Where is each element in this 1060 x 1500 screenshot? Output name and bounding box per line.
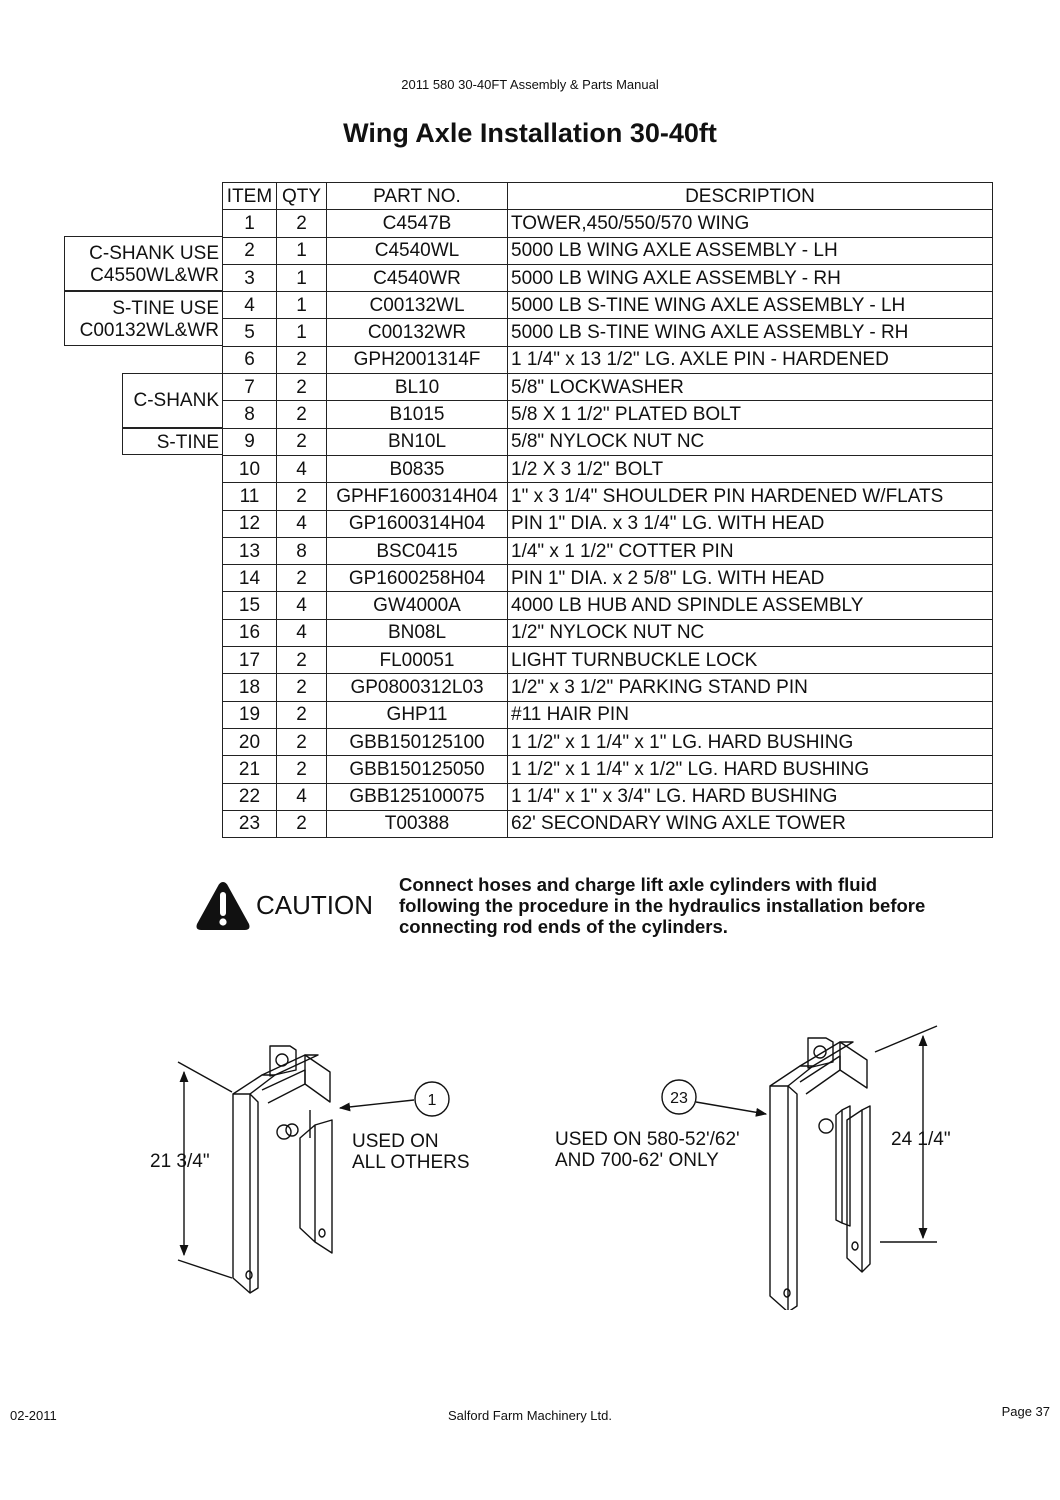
cell-description: 5000 LB WING AXLE ASSEMBLY - LH <box>508 237 993 264</box>
table-row <box>223 756 993 783</box>
cell-item: 22 <box>223 783 277 810</box>
cshank-use-group <box>64 236 222 291</box>
cell-description: 1" x 3 1/4" SHOULDER PIN HARDENED W/FLATS <box>508 483 993 510</box>
cell-qty: 4 <box>277 510 327 537</box>
cell-qty: 4 <box>277 783 327 810</box>
table-row <box>223 292 993 319</box>
cell-description: 5000 LB S-TINE WING AXLE ASSEMBLY - RH <box>508 319 993 346</box>
cell-qty: 2 <box>277 728 327 755</box>
cell-item: 8 <box>223 401 277 428</box>
caution-label: CAUTION <box>256 890 373 920</box>
stine-use-group <box>64 291 222 346</box>
cell-qty: 2 <box>277 428 327 455</box>
warning-triangle-icon <box>195 880 251 932</box>
cell-qty: 2 <box>277 401 327 428</box>
table-row <box>223 264 993 291</box>
cell-description: 1 1/2" x 1 1/4" x 1/2" LG. HARD BUSHING <box>508 756 993 783</box>
cell-part-no: GP1600258H04 <box>327 565 508 592</box>
col-header-item: ITEM <box>223 183 277 210</box>
left-note-line2: ALL OTHERS <box>352 1152 470 1173</box>
cell-part-no: GHP11 <box>327 701 508 728</box>
cell-part-no: C00132WR <box>327 319 508 346</box>
cell-qty: 2 <box>277 374 327 401</box>
cell-description: 1/4" x 1 1/2" COTTER PIN <box>508 537 993 564</box>
cell-item: 21 <box>223 756 277 783</box>
cell-qty: 2 <box>277 210 327 237</box>
cell-qty: 1 <box>277 319 327 346</box>
cell-description: 4000 LB HUB AND SPINDLE ASSEMBLY <box>508 592 993 619</box>
cell-description: 1/2" NYLOCK NUT NC <box>508 619 993 646</box>
cell-description: 1 1/2" x 1 1/4" x 1" LG. HARD BUSHING <box>508 728 993 755</box>
cell-description: #11 HAIR PIN <box>508 701 993 728</box>
table-row <box>223 510 993 537</box>
cell-qty: 2 <box>277 483 327 510</box>
cell-description: PIN 1" DIA. x 2 5/8" LG. WITH HEAD <box>508 565 993 592</box>
cell-item: 6 <box>223 346 277 373</box>
callout-item-1: 1 <box>427 1092 437 1109</box>
tower-1-drawing <box>233 1046 332 1293</box>
cell-description: 1/2 X 3 1/2" BOLT <box>508 455 993 482</box>
table-row <box>223 210 993 237</box>
table-row <box>223 455 993 482</box>
cell-item: 9 <box>223 428 277 455</box>
table-row <box>223 483 993 510</box>
right-note-line2: AND 700-62' ONLY <box>555 1150 719 1171</box>
cell-description: TOWER,450/550/570 WING <box>508 210 993 237</box>
caution-text: Connect hoses and charge lift axle cylinders with fluid following the procedure in the hydraulics installation before connecting rod ends of the cylinders. <box>399 874 926 937</box>
cell-part-no: GP1600314H04 <box>327 510 508 537</box>
right-note-line1: USED ON 580-52'/62' <box>555 1129 740 1150</box>
cell-item: 17 <box>223 647 277 674</box>
cell-description: 5/8" NYLOCK NUT NC <box>508 428 993 455</box>
cell-part-no: C4540WR <box>327 264 508 291</box>
cell-qty: 1 <box>277 237 327 264</box>
table-row <box>223 701 993 728</box>
tower-23-drawing <box>770 1038 870 1310</box>
cell-item: 5 <box>223 319 277 346</box>
cell-part-no: T00388 <box>327 810 508 837</box>
cell-item: 16 <box>223 619 277 646</box>
cell-qty: 2 <box>277 810 327 837</box>
table-row <box>223 810 993 837</box>
parts-table <box>222 182 993 838</box>
cell-description: 5/8" LOCKWASHER <box>508 374 993 401</box>
cell-item: 20 <box>223 728 277 755</box>
cell-part-no: GW4000A <box>327 592 508 619</box>
footer-company: Salford Farm Machinery Ltd. <box>447 1408 612 1423</box>
table-row <box>223 674 993 701</box>
cell-description: 5000 LB WING AXLE ASSEMBLY - RH <box>508 264 993 291</box>
cell-part-no: BL10 <box>327 374 508 401</box>
cell-item: 7 <box>223 374 277 401</box>
cell-qty: 2 <box>277 647 327 674</box>
cell-description: PIN 1" DIA. x 3 1/4" LG. WITH HEAD <box>508 510 993 537</box>
cell-part-no: C4540WL <box>327 237 508 264</box>
cell-item: 18 <box>223 674 277 701</box>
left-dimension-label: 21 3/4" <box>150 1151 210 1172</box>
cell-item: 12 <box>223 510 277 537</box>
cell-part-no: GPH2001314F <box>327 346 508 373</box>
table-row <box>223 619 993 646</box>
cell-qty: 2 <box>277 565 327 592</box>
stine-label: S-TINE <box>156 432 219 453</box>
cell-item: 14 <box>223 565 277 592</box>
stine-use-label: S-TINE USE <box>112 298 219 319</box>
table-header-row <box>223 183 993 210</box>
footer-page-number: Page 37 <box>1001 1404 1050 1419</box>
cell-description: LIGHT TURNBUCKLE LOCK <box>508 647 993 674</box>
tower-drawings <box>0 1010 1060 1310</box>
table-row <box>223 537 993 564</box>
cshank-group <box>122 373 222 428</box>
cshank-label: C-SHANK <box>133 390 219 411</box>
right-dimension-label: 24 1/4" <box>891 1129 951 1150</box>
table-row <box>223 374 993 401</box>
cshank-use-parts: C4550WL&WR <box>90 265 219 286</box>
cell-part-no: GP0800312L03 <box>327 674 508 701</box>
table-row <box>223 401 993 428</box>
cell-part-no: BSC0415 <box>327 537 508 564</box>
table-row <box>223 565 993 592</box>
cell-part-no: GBB150125100 <box>327 728 508 755</box>
cell-part-no: C4547B <box>327 210 508 237</box>
cell-item: 15 <box>223 592 277 619</box>
cell-qty: 4 <box>277 455 327 482</box>
col-header-description: DESCRIPTION <box>508 183 993 210</box>
page-title: Wing Axle Installation 30-40ft <box>343 118 717 148</box>
cell-description: 5000 LB S-TINE WING AXLE ASSEMBLY - LH <box>508 292 993 319</box>
col-header-part-no: PART NO. <box>327 183 508 210</box>
table-row <box>223 428 993 455</box>
cell-description: 5/8 X 1 1/2" PLATED BOLT <box>508 401 993 428</box>
cell-description: 1 1/4" x 13 1/2" LG. AXLE PIN - HARDENED <box>508 346 993 373</box>
col-header-qty: QTY <box>277 183 327 210</box>
cell-qty: 4 <box>277 592 327 619</box>
cell-item: 13 <box>223 537 277 564</box>
cell-part-no: GBB150125050 <box>327 756 508 783</box>
cell-item: 11 <box>223 483 277 510</box>
cell-part-no: GPHF1600314H04 <box>327 483 508 510</box>
stine-group <box>122 428 222 455</box>
cell-part-no: GBB125100075 <box>327 783 508 810</box>
cell-qty: 8 <box>277 537 327 564</box>
cell-qty: 2 <box>277 756 327 783</box>
table-row <box>223 237 993 264</box>
cshank-use-label: C-SHANK USE <box>89 243 219 264</box>
callout-item-23: 23 <box>670 1090 688 1107</box>
table-row <box>223 346 993 373</box>
cell-qty: 1 <box>277 264 327 291</box>
cell-description: 62' SECONDARY WING AXLE TOWER <box>508 810 993 837</box>
table-row <box>223 647 993 674</box>
footer-date: 02-2011 <box>10 1408 57 1423</box>
table-row <box>223 319 993 346</box>
cell-description: 1 1/4" x 1" x 3/4" LG. HARD BUSHING <box>508 783 993 810</box>
table-row <box>223 728 993 755</box>
left-note-line1: USED ON <box>352 1131 439 1152</box>
cell-qty: 1 <box>277 292 327 319</box>
cell-part-no: BN10L <box>327 428 508 455</box>
cell-qty: 4 <box>277 619 327 646</box>
cell-part-no: FL00051 <box>327 647 508 674</box>
cell-qty: 2 <box>277 701 327 728</box>
table-row <box>223 783 993 810</box>
manual-header: 2011 580 30-40FT Assembly & Parts Manual <box>401 77 659 92</box>
cell-item: 3 <box>223 264 277 291</box>
cell-part-no: C00132WL <box>327 292 508 319</box>
cell-part-no: B1015 <box>327 401 508 428</box>
cell-item: 4 <box>223 292 277 319</box>
cell-item: 1 <box>223 210 277 237</box>
cell-item: 23 <box>223 810 277 837</box>
cell-qty: 2 <box>277 346 327 373</box>
cell-description: 1/2" x 3 1/2" PARKING STAND PIN <box>508 674 993 701</box>
table-row <box>223 592 993 619</box>
cell-item: 2 <box>223 237 277 264</box>
cell-part-no: B0835 <box>327 455 508 482</box>
cell-part-no: BN08L <box>327 619 508 646</box>
cell-item: 10 <box>223 455 277 482</box>
stine-use-parts: C00132WL&WR <box>79 320 219 341</box>
cell-qty: 2 <box>277 674 327 701</box>
cell-item: 19 <box>223 701 277 728</box>
